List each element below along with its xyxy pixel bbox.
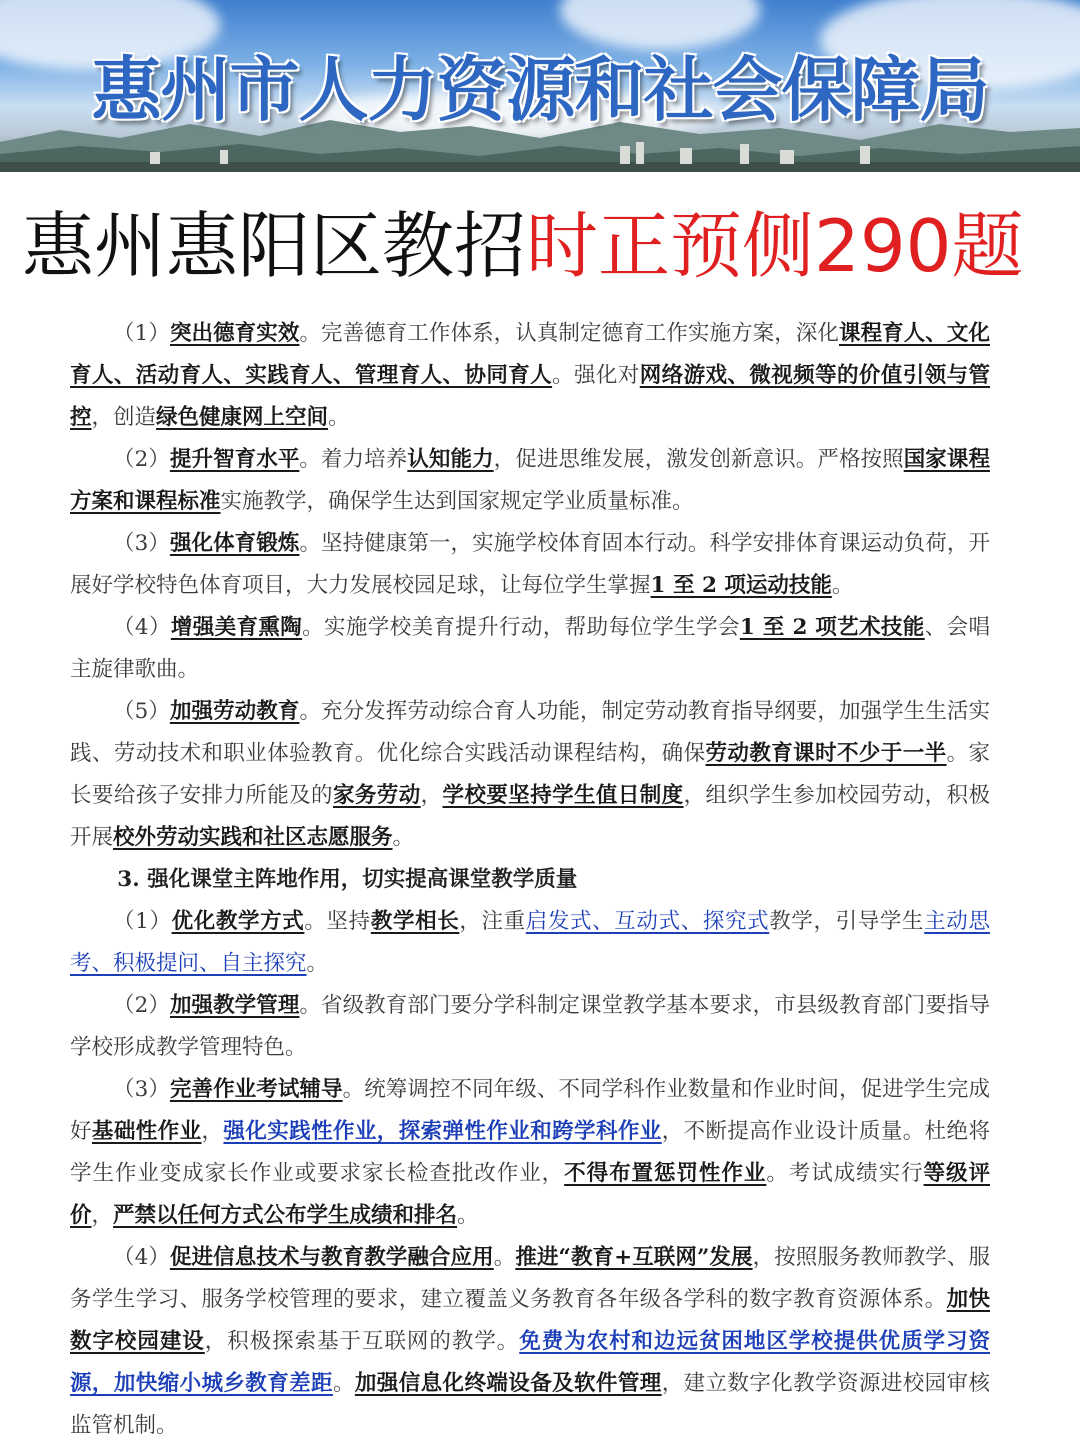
item-number: （2） bbox=[113, 993, 170, 1018]
item-number: （4） bbox=[113, 615, 171, 640]
key-phrase: 学校要坚持学生值日制度 bbox=[442, 783, 684, 808]
key-phrase: 突出德育实效 bbox=[169, 321, 300, 346]
body-text: 。 bbox=[457, 1203, 479, 1228]
link-phrase[interactable]: 启发式、互动式、探究式 bbox=[525, 909, 770, 934]
body-text: ，建立数字化教学资源进校园审核监管机制。 bbox=[70, 1371, 990, 1438]
item-number: （3） bbox=[113, 531, 170, 556]
paragraph-teaching-methods bbox=[70, 901, 990, 985]
key-phrase: 网络游戏、微视频等的价值引领与管控 bbox=[70, 363, 990, 430]
body-text: ，积极探索基于互联网的教学。 bbox=[204, 1329, 520, 1354]
body-text: ，组织学生参加校园劳动，积极开展 bbox=[70, 783, 990, 850]
key-phrase: 校外劳动实践和社区志愿服务 bbox=[113, 825, 393, 850]
body-text: 教学，引导学生 bbox=[769, 909, 925, 934]
key-phrase: 1 至 2 项运动技能 bbox=[650, 573, 832, 598]
body-text: 。完善德育工作体系，认真制定德育工作实施方案，深化 bbox=[299, 321, 839, 346]
body-text: 。坚持 bbox=[304, 909, 371, 934]
key-phrase: 课程育人、文化育人、活动育人、实践育人、管理育人、协同育人 bbox=[70, 321, 990, 388]
key-phrase: 推进“教育+互联网”发展 bbox=[515, 1245, 753, 1270]
body-text: 。省级教育部门要分学科制定课堂教学基本要求，市县级教育部门要指导学校形成教学管理特色。 bbox=[70, 993, 990, 1060]
key-phrase: 教学相长 bbox=[370, 909, 460, 934]
key-phrase: 增强美育熏陶 bbox=[170, 615, 303, 640]
item-number: （2） bbox=[113, 447, 170, 472]
key-phrase: 1 至 2 项艺术技能 bbox=[739, 615, 925, 640]
paragraph-aesthetic-education bbox=[70, 607, 990, 691]
key-phrase: 提升智育水平 bbox=[169, 447, 300, 472]
body-text: 实施教学，确保学生达到国家规定学业质量标准。 bbox=[220, 489, 694, 514]
key-phrase: 认知能力 bbox=[407, 447, 494, 472]
page-title bbox=[22, 196, 1072, 296]
key-phrase: 家务劳动 bbox=[332, 783, 421, 808]
body-text: 。坚持健康第一，实施学校体育固本行动。科学安排体育课运动负荷，开展好学校特色体育项目，大力发展校园足球，让每位学生掌握 bbox=[70, 531, 990, 598]
key-phrase: 加快数字校园建设 bbox=[70, 1287, 990, 1354]
paragraph-intellectual-education bbox=[70, 439, 990, 523]
body-text: 。充分发挥劳动综合育人功能，制定劳动教育指导纲要，加强学生生活实践、劳动技术和职业体验教育。优化综合实践活动课程结构，确保 bbox=[70, 699, 990, 766]
item-number: （5） bbox=[113, 699, 170, 724]
body-text: ， bbox=[420, 783, 443, 808]
body-text: 。着力培养 bbox=[299, 447, 408, 472]
body-text: 。 bbox=[392, 825, 415, 850]
body-text: 。强化对 bbox=[552, 363, 640, 388]
body-text: ，注重 bbox=[459, 909, 526, 934]
link-phrase[interactable]: 免费为农村和边远贫困地区学校提供优质学习资源，加快缩小城乡教育差距 bbox=[70, 1329, 990, 1396]
key-phrase: 等级评价 bbox=[70, 1161, 990, 1228]
body-text: ， bbox=[91, 1203, 114, 1228]
paragraph-teaching-management bbox=[70, 985, 990, 1069]
paragraph-labor-education bbox=[70, 691, 990, 859]
banner bbox=[0, 0, 1080, 172]
key-phrase: 严禁以任何方式公布学生成绩和排名 bbox=[113, 1203, 458, 1228]
key-phrase: 不得布置惩罚性作业 bbox=[564, 1161, 767, 1186]
body-text: 。 bbox=[306, 951, 329, 976]
key-phrase: 加强劳动教育 bbox=[169, 699, 300, 724]
paragraph-physical-education bbox=[70, 523, 990, 607]
title-black-part: 惠州惠阳区教招 bbox=[22, 204, 527, 288]
item-number: （4） bbox=[113, 1245, 170, 1270]
body-text: 。 bbox=[332, 1371, 355, 1396]
document-body bbox=[70, 313, 990, 1447]
body-text: ，按照服务教师教学、服务学生学习、服务学校管理的要求，建立覆盖义务教育各年级各学科的数字教育资源体系。 bbox=[70, 1245, 990, 1312]
link-phrase[interactable]: 主动思考、积极提问、自主探究 bbox=[70, 909, 990, 976]
key-phrase: 强化体育锻炼 bbox=[169, 531, 300, 556]
paragraph-information-technology bbox=[70, 1237, 990, 1447]
key-phrase: 优化教学方式 bbox=[171, 909, 305, 934]
paragraph-moral-education bbox=[70, 313, 990, 439]
key-phrase: 完善作业考试辅导 bbox=[169, 1077, 343, 1102]
paragraph-homework-exams bbox=[70, 1069, 990, 1237]
title-red-part: 时正预侧290题 bbox=[526, 204, 1024, 288]
body-text: ，创造 bbox=[91, 405, 157, 430]
body-text: 。家长要给孩子安排力所能及的 bbox=[70, 741, 990, 808]
body-text: ，促进思维发展，激发创新意识。严格按照 bbox=[493, 447, 904, 472]
key-phrase: 劳动教育课时不少于一半 bbox=[705, 741, 947, 766]
body-text: ，不断提高作业设计质量。杜绝将学生作业变成家长作业或要求家长检查批改作业， bbox=[70, 1119, 990, 1186]
item-number: （1） bbox=[113, 909, 172, 934]
key-phrase: 加强教学管理 bbox=[169, 993, 300, 1018]
body-text: ， bbox=[201, 1119, 224, 1144]
key-phrase: 基础性作业 bbox=[91, 1119, 202, 1144]
link-phrase[interactable]: 强化实践性作业，探索弹性作业和跨学科作业 bbox=[223, 1119, 662, 1144]
body-text: 、会唱主旋律歌曲。 bbox=[70, 615, 990, 682]
key-phrase: 国家课程方案和课程标准 bbox=[70, 447, 990, 514]
body-text: 。统筹调控不同年级、不同学科作业数量和作业时间，促进学生完成好 bbox=[70, 1077, 990, 1144]
section-heading: 3. 强化课堂主阵地作用，切实提高课堂教学质量 bbox=[117, 867, 578, 892]
body-text: 。实施学校美育提升行动，帮助每位学生学会 bbox=[302, 615, 740, 640]
body-text: 。 bbox=[831, 573, 854, 598]
banner-title: 惠州市人力资源和社会保障局 bbox=[91, 48, 989, 131]
item-number: （1） bbox=[113, 321, 170, 346]
item-number: （3） bbox=[113, 1077, 170, 1102]
key-phrase: 促进信息技术与教育教学融合应用 bbox=[169, 1245, 494, 1270]
body-text: 。考试成绩实行 bbox=[766, 1161, 924, 1186]
key-phrase: 绿色健康网上空间 bbox=[156, 405, 329, 430]
body-text: 。 bbox=[493, 1245, 516, 1270]
key-phrase: 加强信息化终端设备及软件管理 bbox=[354, 1371, 662, 1396]
body-text: 。 bbox=[328, 405, 350, 430]
